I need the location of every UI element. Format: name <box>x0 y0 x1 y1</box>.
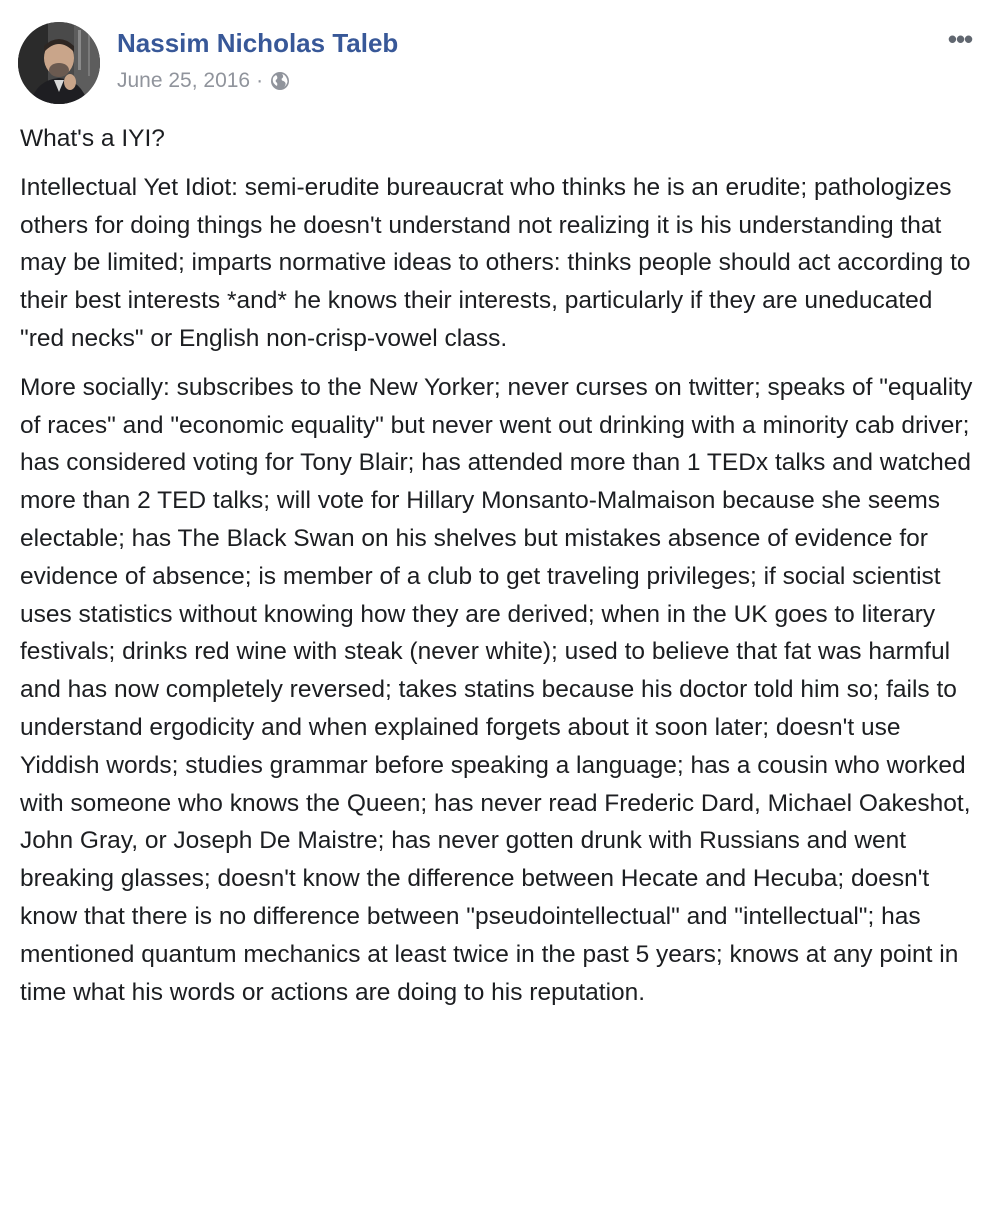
author-avatar[interactable] <box>18 22 100 104</box>
more-options-icon: ••• <box>947 23 973 54</box>
post-paragraph-socially: More socially: subscribes to the New Yorker; never curses on twitter; speaks of "equality of races" and "economic equality" but never went out drinking with a minority cab driver; has considered voting for Tony Blair; has attended more than 1 TEDx talks and watched more than 2 TED talks; will vote for Hillary Monsanto-Malmaison because she seems electable; has The Black Swan on his shelves but mistakes absence of evidence for evidence of absence; is member of a club to get traveling privileges; if social scientist uses statistics without knowing how they are derived; when in the UK goes to literary festivals; drinks red wine with steak (never white); used to believe that fat was harmful and has now completely reversed; takes statins because his doctor told him so; fails to understand ergodicity and when explained forgets about it soon later; doesn't use Yiddish words; studies grammar before speaking a language; has a cousin who worked with someone who knows the Queen; has never read Frederic Dard, Michael Oakeshot, John Gray, or Joseph De Maistre; has never gotten drunk with Russians and went breaking glasses; doesn't know the difference between Hecate and Hecuba; doesn't know that there is no difference between "pseudointellectual" and "intellectual"; has mentioned quantum mechanics at least twice in the past 5 years; knows at any point in time what his words or actions are doing to his reputation. <box>20 373 973 1006</box>
meta-separator: · <box>256 69 264 92</box>
avatar-photo <box>18 22 100 104</box>
globe-icon[interactable] <box>270 71 290 91</box>
more-options-button[interactable] <box>942 24 978 54</box>
post-meta <box>117 66 290 96</box>
post-paragraph-definition: Intellectual Yet Idiot: semi-erudite bureaucrat who thinks he is an erudite; pathologizes others for doing things he doesn't understand not realizing it is his understanding that may be limited; imparts normative ideas to others: thinks people should act according to their best interests *and* he knows their interests, particularly if they are uneducated "red necks" or English non-crisp-vowel class. <box>20 173 971 352</box>
author-name-link[interactable]: Nassim Nicholas Taleb <box>117 28 399 58</box>
post-date[interactable]: June 25, 2016 <box>117 69 251 92</box>
post-paragraph-question: What's a IYI? <box>20 125 165 152</box>
post-content <box>20 120 980 1011</box>
